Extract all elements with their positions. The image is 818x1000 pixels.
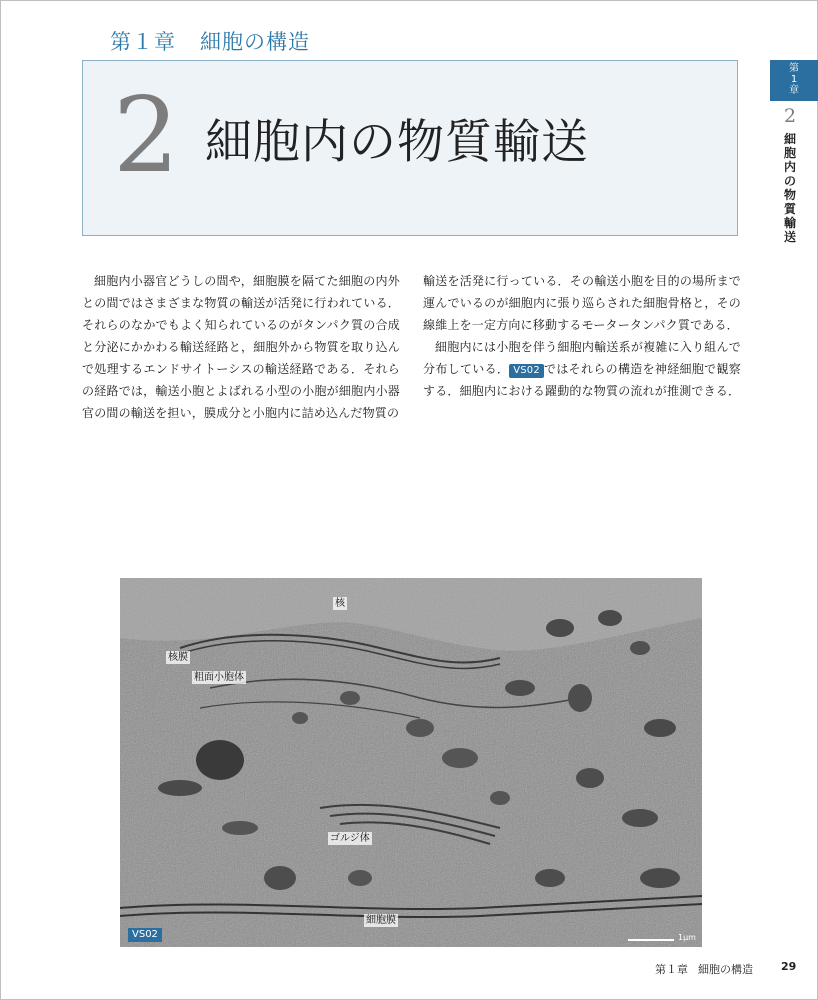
label-nuclear-envelope: 核膜 (168, 652, 188, 663)
side-title-char: 内 (783, 160, 796, 174)
footer-chapter-label: 第１章 (655, 963, 688, 976)
chapter-heading (110, 26, 310, 56)
side-title-char: 胞 (783, 146, 796, 160)
page-number: 29 (781, 960, 797, 973)
label-golgi: ゴルジ体 (330, 833, 370, 844)
side-title-char: の (783, 174, 796, 188)
side-section-title (782, 132, 798, 244)
body-column-left (82, 270, 400, 424)
figure-vs-badge[interactable]: VS02 (128, 928, 162, 942)
section-title-box (82, 60, 738, 236)
electron-micrograph (120, 578, 702, 947)
running-footer (655, 961, 753, 977)
scale-bar-line (628, 939, 674, 941)
side-tab-line1: 第 (789, 63, 799, 74)
chapter-label: 第１章 (110, 30, 176, 54)
side-tab-line3: 章 (789, 85, 799, 96)
chapter-side-tab (770, 60, 818, 101)
footer-chapter-title: 細胞の構造 (698, 963, 753, 976)
side-section-number: 2 (783, 105, 797, 127)
chapter-title: 細胞の構造 (200, 30, 310, 54)
side-title-char: 細 (783, 132, 796, 146)
micrograph-image (120, 578, 702, 947)
body-text: ではそれらの構造を神経細胞で観察する．細胞内における躍動的な物質の流れが推測できる． (423, 362, 741, 398)
body-column-right (423, 270, 741, 402)
body-paragraph: 細胞内小器官どうしの間や，細胞膜を隔てた細胞の内外との間ではさまざまな物質の輸送が活発に行われている．それらのなかでもよく知られているのがタンパク質の合成と分泌にかかわる輸送経路と，細胞外から物質を取り込んで処理するエンドサイトーシスの輸送経路である．それらの経路では，輸送小胞とよばれる小型の小胞が細胞内小器官の間の輸送を担い，膜成分と小胞内に詰め込んだ物質の (82, 274, 400, 420)
body-text: 細胞内には小胞を伴う細胞内輸送系が複雑に入り組んで分布している． (423, 340, 741, 376)
scale-bar (628, 931, 698, 943)
section-title: 細胞内の物質輸送 (205, 115, 589, 170)
vs-link-badge[interactable]: VS02 (509, 364, 544, 378)
side-title-char: 質 (783, 202, 796, 216)
label-rough-er: 粗面小胞体 (194, 672, 244, 683)
section-number: 2 (113, 74, 180, 196)
scale-bar-text: 1μm (678, 933, 696, 942)
side-title-char: 送 (783, 230, 796, 244)
body-paragraph (423, 336, 741, 402)
label-nucleus: 核 (335, 598, 345, 609)
side-title-char: 物 (783, 188, 796, 202)
side-title-char: 輸 (783, 216, 796, 230)
body-paragraph: 輸送を活発に行っている．その輸送小胞を目的の場所まで運んでいるのが細胞内に張り巡らされた細胞骨格と，その線維上を一定方向に移動するモータータンパク質である． (423, 274, 741, 332)
label-cell-membrane: 細胞膜 (366, 915, 396, 926)
side-tab-line2: 1 (790, 74, 798, 85)
